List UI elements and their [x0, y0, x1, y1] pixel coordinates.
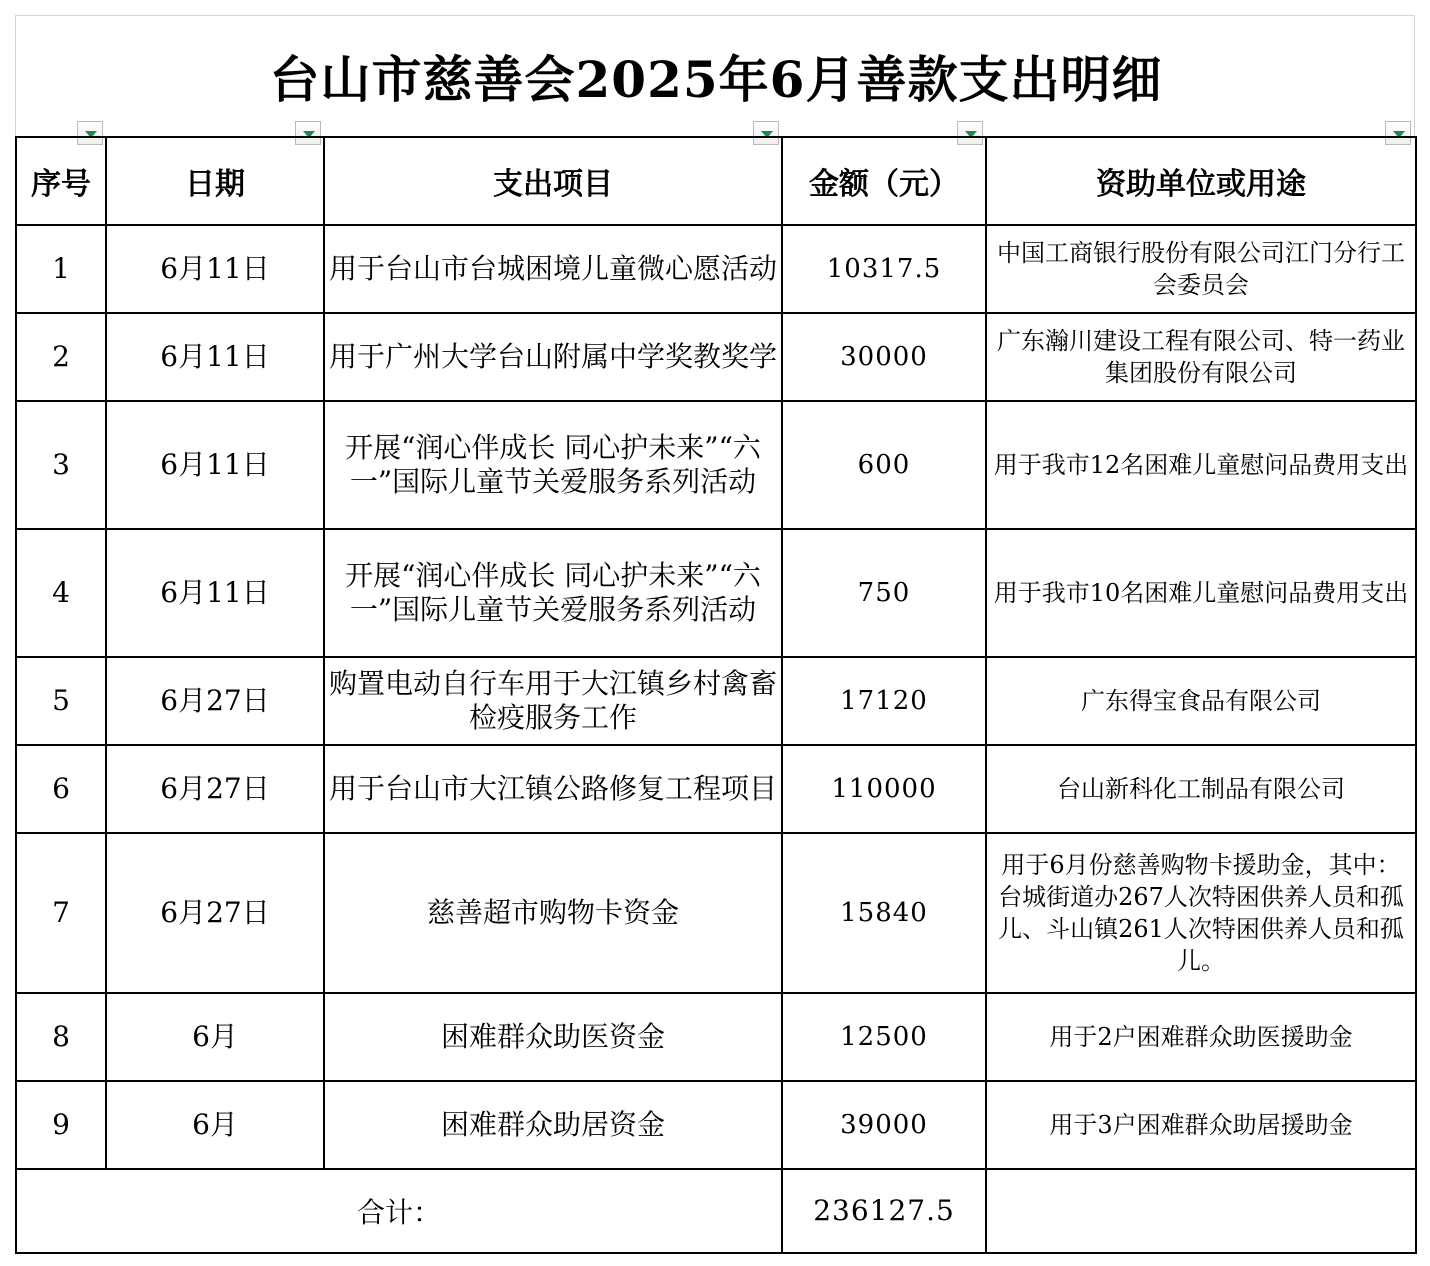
cell-amount[interactable]: 12500: [782, 993, 986, 1081]
cell-date[interactable]: 6月11日: [106, 401, 324, 529]
cell-item[interactable]: 困难群众助居资金: [324, 1081, 782, 1169]
cell-item[interactable]: 用于台山市大江镇公路修复工程项目: [324, 745, 782, 833]
expense-table: [15, 136, 1417, 1254]
title-cell[interactable]: [15, 15, 1415, 136]
header-row: [16, 137, 1416, 225]
cell-item[interactable]: 开展“润心伴成长 同心护未来”“六一”国际儿童节关爱服务系列活动: [324, 401, 782, 529]
table-row: [16, 529, 1416, 657]
cell-idx[interactable]: 2: [16, 313, 106, 401]
table-row: [16, 745, 1416, 833]
total-label[interactable]: 合计：: [16, 1169, 782, 1253]
cell-note[interactable]: 台山新科化工制品有限公司: [986, 745, 1416, 833]
cell-item[interactable]: 困难群众助医资金: [324, 993, 782, 1081]
header-idx[interactable]: 序号: [16, 137, 106, 225]
header-item[interactable]: 支出项目: [324, 137, 782, 225]
cell-note[interactable]: 广东得宝食品有限公司: [986, 657, 1416, 745]
cell-amount[interactable]: 110000: [782, 745, 986, 833]
table-row: [16, 401, 1416, 529]
header-amount[interactable]: 金额（元）: [782, 137, 986, 225]
cell-item[interactable]: 购置电动自行车用于大江镇乡村禽畜检疫服务工作: [324, 657, 782, 745]
cell-idx[interactable]: 1: [16, 225, 106, 313]
cell-amount[interactable]: 30000: [782, 313, 986, 401]
cell-date[interactable]: 6月27日: [106, 833, 324, 993]
cell-note[interactable]: 用于6月份慈善购物卡援助金，其中：台城街道办267人次特困供养人员和孤儿、斗山镇261人次特困供养人员和孤儿。: [986, 833, 1416, 993]
table-row: [16, 993, 1416, 1081]
cell-idx[interactable]: 6: [16, 745, 106, 833]
cell-amount[interactable]: 15840: [782, 833, 986, 993]
cell-amount[interactable]: 10317.5: [782, 225, 986, 313]
cell-date[interactable]: 6月11日: [106, 225, 324, 313]
cell-date[interactable]: 6月: [106, 1081, 324, 1169]
cell-amount[interactable]: 600: [782, 401, 986, 529]
cell-idx[interactable]: 5: [16, 657, 106, 745]
cell-idx[interactable]: 4: [16, 529, 106, 657]
cell-note[interactable]: 用于我市12名困难儿童慰问品费用支出: [986, 401, 1416, 529]
cell-idx[interactable]: 8: [16, 993, 106, 1081]
cell-note[interactable]: 中国工商银行股份有限公司江门分行工会委员会: [986, 225, 1416, 313]
cell-note[interactable]: 用于我市10名困难儿童慰问品费用支出: [986, 529, 1416, 657]
total-row: [16, 1169, 1416, 1253]
cell-idx[interactable]: 3: [16, 401, 106, 529]
cell-amount[interactable]: 750: [782, 529, 986, 657]
cell-amount[interactable]: 39000: [782, 1081, 986, 1169]
cell-date[interactable]: 6月27日: [106, 745, 324, 833]
table-row: [16, 225, 1416, 313]
cell-item[interactable]: 慈善超市购物卡资金: [324, 833, 782, 993]
cell-idx[interactable]: 9: [16, 1081, 106, 1169]
cell-note[interactable]: 广东瀚川建设工程有限公司、特一药业集团股份有限公司: [986, 313, 1416, 401]
table-row: [16, 833, 1416, 993]
spreadsheet: [15, 15, 1415, 1251]
cell-date[interactable]: 6月27日: [106, 657, 324, 745]
cell-idx[interactable]: 7: [16, 833, 106, 993]
sheet-title: 台山市慈善会2025年6月善款支出明细: [269, 50, 1163, 109]
cell-date[interactable]: 6月: [106, 993, 324, 1081]
header-date[interactable]: 日期: [106, 137, 324, 225]
cell-note[interactable]: 用于3户困难群众助居援助金: [986, 1081, 1416, 1169]
table-row: [16, 657, 1416, 745]
total-amount[interactable]: 236127.5: [782, 1169, 986, 1253]
table-row: [16, 313, 1416, 401]
cell-item[interactable]: 开展“润心伴成长 同心护未来”“六一”国际儿童节关爱服务系列活动: [324, 529, 782, 657]
cell-amount[interactable]: 17120: [782, 657, 986, 745]
header-note[interactable]: 资助单位或用途: [986, 137, 1416, 225]
cell-item[interactable]: 用于台山市台城困境儿童微心愿活动: [324, 225, 782, 313]
cell-item[interactable]: 用于广州大学台山附属中学奖教奖学: [324, 313, 782, 401]
total-note[interactable]: [986, 1169, 1416, 1253]
table-row: [16, 1081, 1416, 1169]
cell-note[interactable]: 用于2户困难群众助医援助金: [986, 993, 1416, 1081]
cell-date[interactable]: 6月11日: [106, 313, 324, 401]
cell-date[interactable]: 6月11日: [106, 529, 324, 657]
